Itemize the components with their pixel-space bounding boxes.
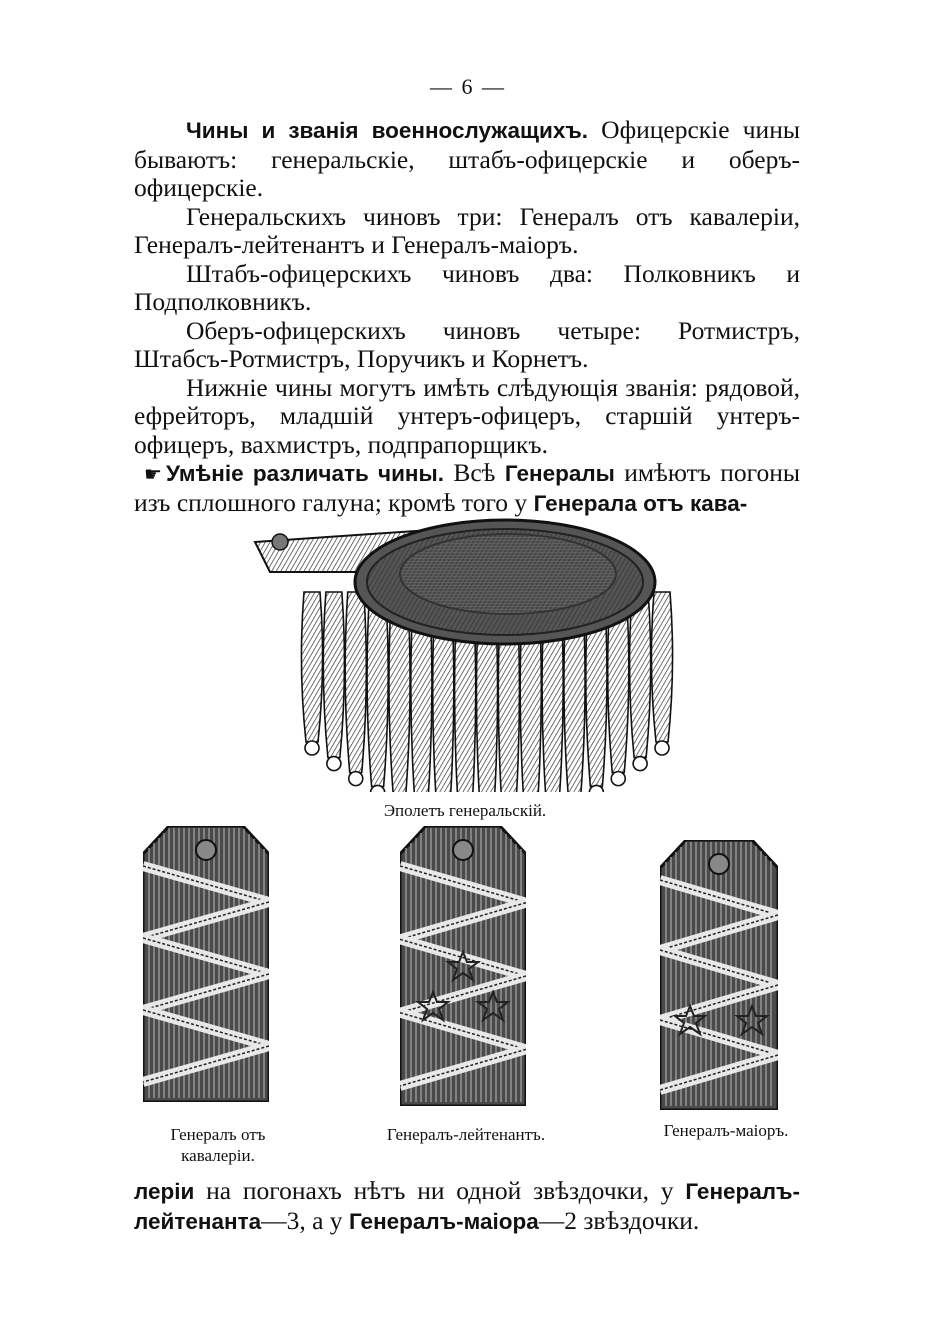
closing-text-3: —2 звѣздочки. bbox=[538, 1205, 700, 1235]
strap3-caption: Генералъ-маіоръ. bbox=[663, 1121, 789, 1140]
paragraph-closing bbox=[134, 1177, 800, 1236]
paragraph-ranks-text: Офицерскіе чины бываютъ: генеральскіе, штабъ-офицерскіе и оберъ-офицерскіе. bbox=[134, 115, 800, 202]
paragraph-distinguish-text-2: имѣютъ погоны изъ сплошного галуна; кромѣ того у bbox=[134, 458, 800, 517]
closing-text bbox=[134, 1177, 800, 1236]
epaulette-illustration bbox=[250, 512, 680, 792]
epaulette-caption: Эполетъ генеральскій. bbox=[383, 801, 547, 820]
term-general-cavalry: Генерала отъ кава- bbox=[533, 490, 748, 516]
strap1-caption: Генералъ отъ кавалеріи. bbox=[170, 1125, 266, 1165]
term-lieutenant-general: Генералъ-лейтенанта bbox=[134, 1179, 800, 1234]
button-icon bbox=[196, 840, 216, 860]
strap2-caption: Генералъ-лейтенантъ. bbox=[386, 1125, 546, 1144]
button-icon bbox=[453, 840, 473, 860]
heading-ranks: Чины и званія военнослужащихъ. bbox=[186, 118, 589, 143]
paragraph-general-ranks: Генеральскихъ чиновъ три: Генералъ отъ кавалеріи, Генералъ-лейтенантъ и Генералъ-маіоръ. bbox=[134, 201, 800, 259]
heading-distinguish: Умѣніе различать чины. bbox=[165, 461, 444, 486]
shoulder-strap-lieutenant-general bbox=[400, 826, 526, 1106]
paragraph-lower-ranks: Нижніе чины могутъ имѣть слѣдующія званія: рядовой, ефрейторъ, младшій унтеръ-офицеръ, старшій унтеръ-офицеръ, вахмистръ, подпрапорщикъ. bbox=[134, 372, 800, 459]
body-text bbox=[134, 116, 800, 518]
closing-text-1: на погонахъ нѣтъ ни одной звѣздочки, у bbox=[194, 1176, 686, 1205]
page-number: — 6 — bbox=[430, 74, 506, 99]
button-icon bbox=[709, 854, 729, 874]
closing-text-2: —3, а у bbox=[261, 1205, 349, 1235]
paragraph-staff-ranks: Штабъ-офицерскихъ чиновъ два: Полковникъ и Подполковникъ. bbox=[134, 258, 800, 316]
paragraph-ranks bbox=[134, 116, 800, 203]
paragraph-distinguish-text-1: Всѣ bbox=[444, 458, 505, 487]
term-major-general: Генералъ-маіора bbox=[348, 1208, 539, 1234]
term-generals: Генералы bbox=[504, 461, 615, 486]
term-cavalry-end: леріи bbox=[134, 1179, 195, 1204]
pointing-hand-icon: ☛ bbox=[144, 462, 162, 486]
paragraph-ober-ranks: Оберъ-офицерскихъ чиновъ четыре: Ротмистръ, Штабсъ-Ротмистръ, Поручикъ и Корнетъ. bbox=[134, 315, 800, 373]
shoulder-strap-cavalry-general bbox=[143, 826, 269, 1102]
paragraph-distinguish bbox=[134, 459, 800, 518]
shoulder-strap-major-general bbox=[660, 840, 778, 1110]
